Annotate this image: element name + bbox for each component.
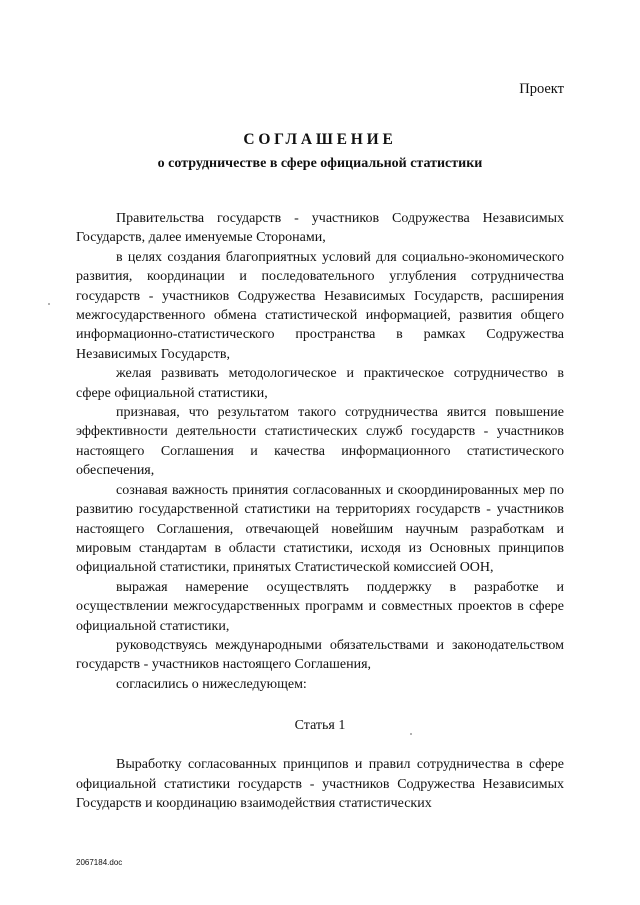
preamble-paragraph: желая развивать методологическое и практическое сотрудничество в сфере официальной статистики, xyxy=(76,366,564,401)
scan-artifact xyxy=(410,733,412,735)
footer-file-reference: 2067184.doc xyxy=(76,858,123,867)
article-paragraph: Выработку согласованных принципов и правил сотрудничества в сфере официальной статистики государств - участников Содружества Независимых Государств и координацию взаимодействия статистических xyxy=(76,757,564,811)
document-body xyxy=(76,209,564,813)
draft-label: Проект xyxy=(519,81,564,97)
preamble-paragraph: сознавая важность принятия согласованных и скоординированных мер по развитию государственной статистики на территориях государств - участников настоящего Соглашения, отвечающей новейшим научным разработкам и мировым стандартам в области статистики, исходя из Основных принципов официальной статистики, принятых Статистической комиссией ООН, xyxy=(76,482,564,576)
scan-artifact xyxy=(48,303,50,305)
preamble-paragraph: Правительства государств - участников Содружества Независимых Государств, далее именуемые Сторонами, xyxy=(76,211,564,246)
document-title: СОГЛАШЕНИЕ xyxy=(243,131,397,148)
preamble-paragraph: признавая, что результатом такого сотрудничества явится повышение эффективности деятельности статистических служб государств - участников настоящего Соглашения и качества информационного статистического обеспечения, xyxy=(76,405,564,479)
preamble-paragraph: руководствуясь международными обязательствами и законодательством государств - участников настоящего Соглашения, xyxy=(76,637,564,673)
preamble-paragraph: выражая намерение осуществлять поддержку в разработке и осуществлении межгосударственных программ и совместных проектов в сфере официальной статистики, xyxy=(76,579,564,634)
preamble-paragraph: в целях создания благоприятных условий для социально-экономического развития, координации и последовательного углубления сотрудничества государств - участников Содружества Независимых Государств, расширения межгосударственного обмена статистической информацией, развития общего информационно-статистического пространства в рамках Содружества Независимых Государств, xyxy=(76,249,564,362)
document-subtitle: о сотрудничестве в сфере официальной статистики xyxy=(157,156,483,171)
article-heading: Статья 1 xyxy=(294,718,346,734)
preamble-paragraph: согласились о нижеследующем: xyxy=(116,676,307,692)
